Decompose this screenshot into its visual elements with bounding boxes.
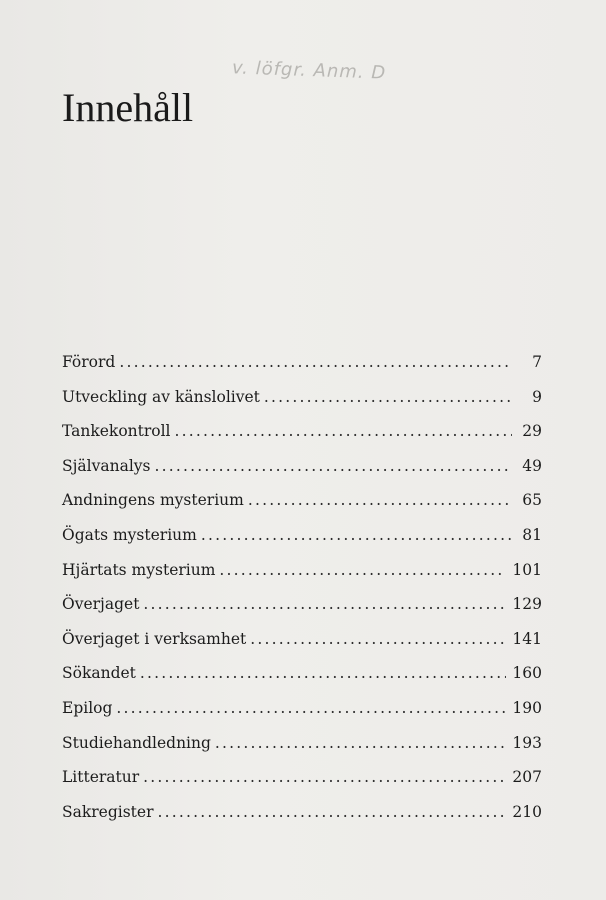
dot-leader: [215, 733, 506, 753]
toc-entry-page: 81: [522, 525, 542, 544]
toc-entry-page: 210: [512, 802, 542, 821]
toc-entry-tankekontroll: [62, 421, 542, 456]
toc-entry-epilog: [62, 698, 542, 733]
toc-entry-label: Epilog: [62, 698, 113, 717]
dot-leader: [119, 352, 512, 372]
toc-entry-label: Utveckling av känslolivet: [62, 387, 260, 406]
toc-entry-sjalvanalys: [62, 456, 542, 491]
toc-entry-andningens-mysterium: [62, 490, 542, 525]
dot-leader: [140, 663, 507, 683]
toc-entry-label: Tankekontroll: [62, 422, 171, 441]
toc-entry-forord: [62, 352, 542, 387]
toc-entry-utveckling: [62, 387, 542, 422]
toc-entry-label: Hjärtats mysterium: [62, 560, 216, 579]
toc-entry-page: 49: [522, 456, 542, 475]
dot-leader: [143, 594, 506, 614]
dot-leader: [250, 629, 506, 649]
dot-leader: [264, 387, 512, 407]
toc-entry-label: Andningens mysterium: [62, 491, 244, 510]
dot-leader: [201, 525, 512, 545]
toc-entry-page: 129: [512, 595, 542, 614]
toc-entry-page: 190: [512, 698, 542, 717]
toc-entry-page: 141: [512, 629, 542, 648]
table-of-contents: [62, 352, 542, 836]
dot-leader: [248, 490, 512, 510]
toc-entry-label: Överjaget: [62, 595, 140, 614]
toc-entry-sakregister: [62, 802, 542, 837]
toc-entry-label: Sökandet: [62, 664, 136, 683]
dot-leader: [157, 802, 506, 822]
toc-entry-studiehandledning: [62, 733, 542, 768]
toc-entry-label: Litteratur: [62, 768, 140, 787]
pencil-annotation: v. löfgr. Anm. D: [231, 57, 387, 84]
toc-entry-page: 160: [512, 664, 542, 683]
toc-entry-sokandet: [62, 663, 542, 698]
toc-entry-label: Ögats mysterium: [62, 525, 197, 544]
dot-leader: [155, 456, 512, 476]
dot-leader: [143, 767, 506, 787]
page-title: Innehåll: [62, 85, 194, 130]
toc-entry-hjartats-mysterium: [62, 560, 542, 595]
toc-entry-ogats-mysterium: [62, 525, 542, 560]
toc-entry-label: Förord: [62, 353, 116, 371]
toc-entry-page: 65: [522, 491, 542, 510]
toc-entry-page: 193: [512, 733, 542, 752]
toc-entry-page: 207: [512, 768, 542, 787]
toc-entry-label: Studiehandledning: [62, 733, 211, 752]
toc-entry-page: 29: [522, 422, 542, 441]
dot-leader: [116, 698, 506, 718]
dot-leader: [219, 560, 506, 580]
dot-leader: [175, 421, 512, 441]
toc-entry-label: Sakregister: [62, 802, 154, 821]
toc-entry-overjaget: [62, 594, 542, 629]
toc-entry-page: 9: [532, 387, 542, 406]
toc-entry-litteratur: [62, 767, 542, 802]
toc-entry-label: Självanalys: [62, 456, 151, 475]
toc-entry-label: Överjaget i verksamhet: [62, 629, 247, 648]
toc-entry-overjaget-i-verksamhet: [62, 629, 542, 664]
toc-entry-page: 7: [532, 353, 542, 371]
toc-entry-page: 101: [512, 560, 542, 579]
